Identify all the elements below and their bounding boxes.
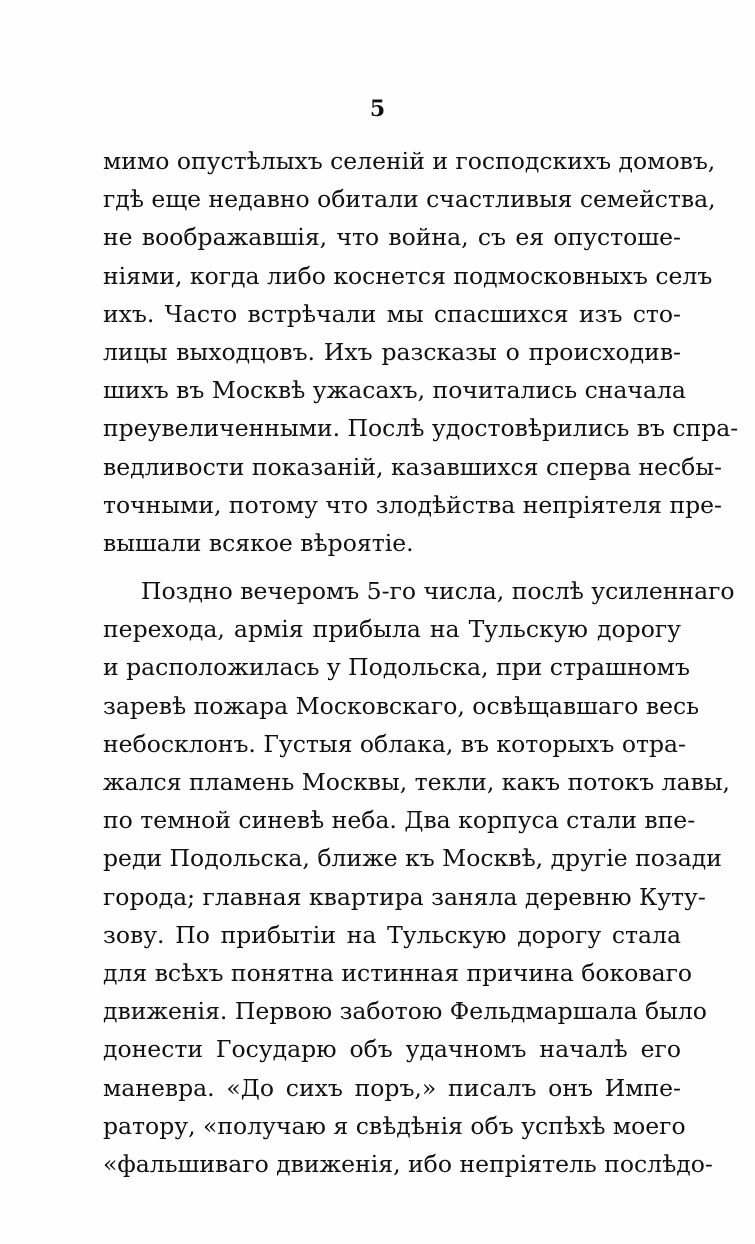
body-text (103, 142, 739, 1183)
text-line: ихъ. Часто встрѣчали мы спасшихся изъ сто- (103, 299, 681, 328)
text-line: ратору, «получаю я свѣдѣнiя объ успѣхѣ моего (103, 1111, 686, 1140)
text-line: мимо опустѣлыхъ селенiй и господскихъ домовъ, (103, 147, 716, 175)
text-line: гдѣ еще недавно обитали счастливыя семейства, (103, 185, 716, 214)
text-line: реди Подольска, ближе къ Москвѣ, другiе позади (103, 844, 722, 873)
text-line: ведливости показанiй, казавшихся сперва несбы- (103, 452, 722, 481)
text-line: и расположилась у Подольска, при страшномъ (103, 653, 690, 682)
text-line: «фальшиваго движенiя, ибо непрiятель послѣдо- (103, 1149, 713, 1178)
text-line: не воображавшiя, что война, съ ея опустоше- (103, 223, 681, 252)
text-line: движенiя. Первою заботою Фельдмаршала было (103, 997, 707, 1026)
text-line: шихъ въ Москвѣ ужасахъ, почитались сначала (103, 376, 686, 405)
paragraph-2 (103, 572, 735, 1183)
text-line: по темной синевѣ неба. Два корпуса стали впе- (103, 806, 696, 835)
paragraph-gap (103, 562, 681, 572)
paragraph-1 (103, 142, 739, 562)
text-line: города; главная квартира заняла деревню Куту- (103, 882, 706, 911)
text-line: нiями, когда либо коснется подмосковныхъ селъ (103, 261, 713, 290)
text-line: лицы выходцовъ. Ихъ разсказы о происходив- (103, 337, 681, 366)
page-number: 5 (369, 96, 386, 122)
text-line: вышали всякое вѣроятiе. (103, 528, 414, 557)
text-line: зову. По прибытiи на Тульскую дорогу стала (103, 920, 681, 949)
text-line: маневра. «До сихъ поръ,» писалъ онъ Импе- (103, 1073, 681, 1102)
text-line: перехода, армiя прибыла на Тульскую дорогу (103, 615, 681, 644)
text-line: преувеличенными. Послѣ удостовѣрились въ спра- (103, 414, 739, 443)
text-line: точными, потому что злодѣйства непрiятеля пре- (103, 490, 722, 519)
text-line: для всѣхъ понятна истинная причина боковаго (103, 958, 693, 987)
text-line: донести Государю объ удачномъ началѣ его (103, 1035, 681, 1064)
text-line: небосклонъ. Густыя облака, въ которыхъ отра- (103, 729, 686, 758)
text-line: жался пламень Москвы, текли, какъ потокъ лавы, (103, 768, 731, 796)
text-line: Поздно вечеромъ 5-го числа, послѣ усиленнаго (141, 577, 735, 606)
text-line: заревѣ пожара Московскаго, освѣщавшаго весь (103, 691, 699, 720)
